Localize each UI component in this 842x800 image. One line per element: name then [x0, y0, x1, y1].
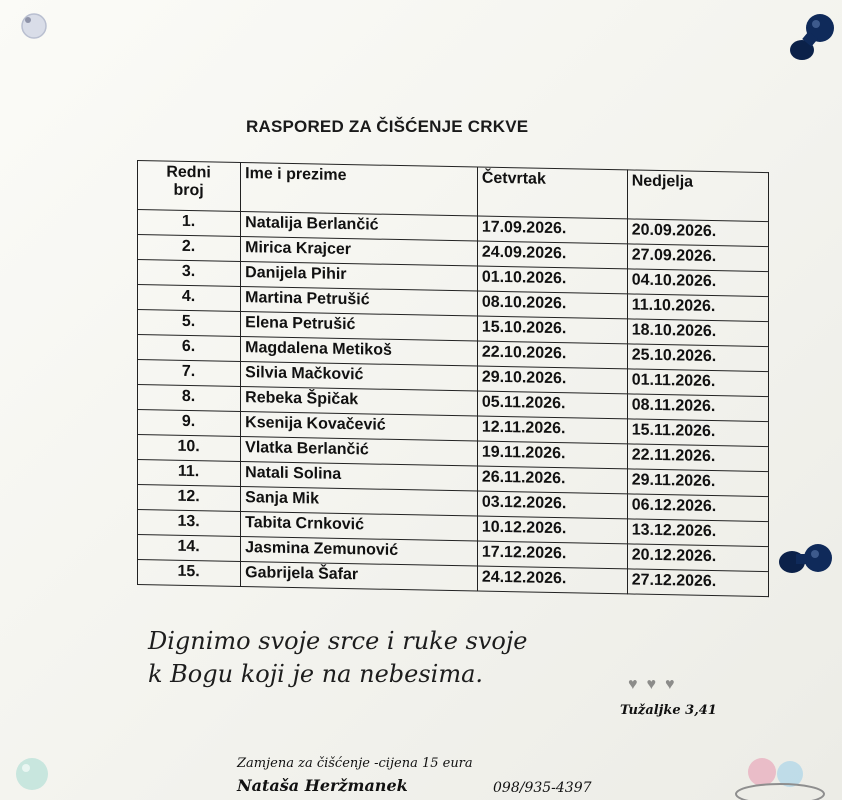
push-pin-icon [14, 8, 56, 44]
row-number: 1. [138, 210, 241, 237]
heart-icon: ♥ [665, 676, 675, 693]
contact-phone: 098/935-4397 [493, 780, 592, 796]
row-thursday: 24.09.2026. [477, 241, 627, 269]
row-number: 2. [138, 235, 241, 262]
row-sunday: 15.11.2026. [627, 419, 768, 447]
row-number: 7. [138, 360, 241, 387]
row-sunday: 11.10.2026. [627, 294, 768, 322]
row-sunday: 08.11.2026. [627, 394, 768, 422]
row-number: 11. [138, 460, 241, 487]
row-number: 13. [138, 510, 241, 537]
row-name: Silvia Mačković [241, 361, 478, 391]
row-name: Rebeka Špičak [241, 386, 478, 416]
quote-line-2: k Bogu koji je na nebesima. [148, 660, 484, 688]
row-name: Mirica Krajcer [241, 236, 478, 266]
row-name: Vlatka Berlančić [241, 436, 478, 466]
row-number: 4. [138, 285, 241, 312]
row-number: 9. [138, 410, 241, 437]
header-ordinal-line2: broj [173, 181, 204, 200]
row-sunday: 18.10.2026. [627, 319, 768, 347]
bible-quote [148, 625, 528, 691]
row-name: Magdalena Metikoš [241, 336, 478, 366]
row-thursday: 03.12.2026. [477, 491, 627, 519]
row-thursday: 08.10.2026. [477, 291, 627, 319]
header-name: Ime i prezime [241, 162, 478, 216]
header-sunday: Nedjelja [627, 170, 768, 222]
heart-icon: ♥ [628, 676, 638, 693]
row-thursday: 12.11.2026. [477, 416, 627, 444]
row-thursday: 10.12.2026. [477, 516, 627, 544]
row-name: Ksenija Kovačević [241, 411, 478, 441]
row-sunday: 04.10.2026. [627, 269, 768, 297]
row-name: Elena Petrušić [241, 311, 478, 341]
row-sunday: 20.09.2026. [627, 219, 768, 247]
row-sunday: 25.10.2026. [627, 344, 768, 372]
heart-icon: ♥ [646, 676, 656, 693]
row-name: Natali Solina [241, 461, 478, 491]
replacement-note: Zamjena za čišćenje -cijena 15 eura [237, 756, 473, 771]
contact-name: Nataša Heržmanek [237, 776, 408, 795]
row-number: 10. [138, 435, 241, 462]
quote-line-1: Dignimo svoje srce i ruke svoje [148, 627, 528, 655]
row-name: Gabrijela Šafar [241, 561, 478, 591]
push-pin-icon [730, 748, 834, 800]
row-sunday: 27.09.2026. [627, 244, 768, 272]
row-thursday: 17.12.2026. [477, 541, 627, 569]
row-sunday: 01.11.2026. [627, 369, 768, 397]
row-thursday: 15.10.2026. [477, 316, 627, 344]
row-number: 5. [138, 310, 241, 337]
row-sunday: 13.12.2026. [627, 519, 768, 547]
push-pin-icon [772, 538, 838, 588]
row-number: 8. [138, 385, 241, 412]
header-ordinal-line1: Redni [166, 163, 211, 182]
row-name: Sanja Mik [241, 486, 478, 516]
row-sunday: 22.11.2026. [627, 444, 768, 472]
page-title: RASPORED ZA ČIŠĆENJE CRKVE [246, 117, 529, 136]
row-thursday: 26.11.2026. [477, 466, 627, 494]
row-thursday: 22.10.2026. [477, 341, 627, 369]
row-number: 12. [138, 485, 241, 512]
row-number: 15. [138, 560, 241, 587]
row-thursday: 05.11.2026. [477, 391, 627, 419]
row-name: Tabita Crnković [241, 511, 478, 541]
row-thursday: 01.10.2026. [477, 266, 627, 294]
row-name: Jasmina Zemunović [241, 536, 478, 566]
row-sunday: 29.11.2026. [627, 469, 768, 497]
row-thursday: 19.11.2026. [477, 441, 627, 469]
header-thursday: Četvrtak [477, 167, 627, 219]
row-number: 3. [138, 260, 241, 287]
row-sunday: 06.12.2026. [627, 494, 768, 522]
row-thursday: 29.10.2026. [477, 366, 627, 394]
row-name: Natalija Berlančić [241, 211, 478, 241]
row-name: Danijela Pihir [241, 261, 478, 291]
header-ordinal [138, 161, 241, 212]
row-thursday: 24.12.2026. [477, 566, 627, 594]
cleaning-schedule-table [137, 160, 769, 597]
verse-reference: Tužaljke 3,41 [620, 703, 717, 718]
push-pin-icon [782, 8, 842, 68]
row-number: 6. [138, 335, 241, 362]
row-name: Martina Petrušić [241, 286, 478, 316]
row-sunday: 20.12.2026. [627, 544, 768, 572]
push-pin-icon [6, 748, 54, 800]
row-number: 14. [138, 535, 241, 562]
hearts-decoration [628, 676, 675, 694]
row-sunday: 27.12.2026. [627, 569, 768, 597]
row-thursday: 17.09.2026. [477, 216, 627, 244]
